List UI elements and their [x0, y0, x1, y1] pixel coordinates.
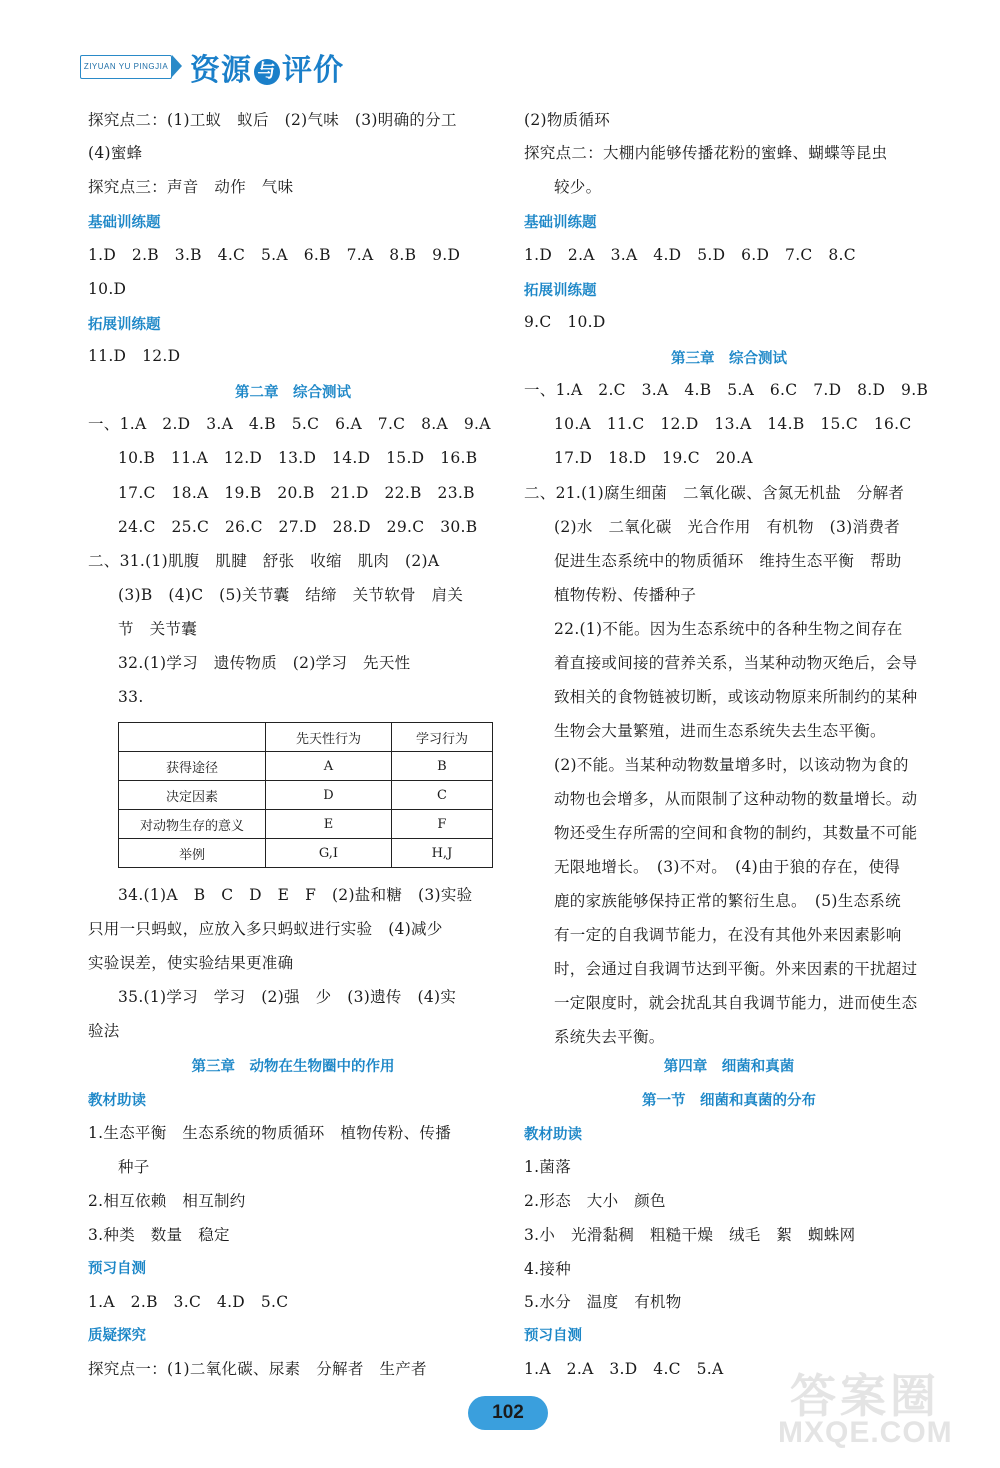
header-pinyin: ZIYUAN YU PINGJIA [80, 55, 172, 79]
section-heading: 质疑探究 [88, 1328, 146, 1344]
table-cell: G,I [266, 839, 392, 868]
answer-line: 验法 [88, 1022, 120, 1040]
answer-line: 一、1.A 2.C 3.A 4.B 5.A 6.C 7.D 8.D 9.B [524, 381, 929, 399]
answer-line: 1.D 2.A 3.A 4.D 5.D 6.D 7.C 8.C [524, 246, 856, 264]
answer-line: 24.C 25.C 26.C 27.D 28.D 29.C 30.B [118, 518, 478, 536]
table-cell: D [266, 781, 392, 810]
brand-left: 资源 [190, 53, 252, 88]
section-heading: 基础训练题 [88, 215, 161, 231]
chapter-title: 第二章 综合测试 [235, 385, 351, 401]
answer-line: (2)水 二氧化碳 光合作用 有机物 (3)消费者 [554, 518, 900, 536]
answer-line: 探究点二：(1)工蚁 蚁后 (2)气味 (3)明确的分工 [88, 111, 457, 129]
answer-line: 35.(1)学习 学习 (2)强 少 (3)遗传 (4)实 [118, 988, 457, 1006]
answer-line: 动物也会增多，从而限制了这种动物的数量增长。动 [554, 790, 918, 808]
answer-line: 3.种类 数量 稳定 [88, 1226, 230, 1244]
chapter-title: 第三章 综合测试 [671, 351, 787, 367]
answer-line: 3.小 光滑黏稠 粗糙干燥 绒毛 絮 蜘蛛网 [524, 1226, 856, 1244]
watermark-text: 答案圈 [790, 1370, 940, 1422]
answer-line: 无限地增长。 (3)不对。 (4)由于狼的存在，使得 [554, 858, 901, 876]
table-row [119, 752, 493, 781]
answer-line: 10.D [88, 280, 127, 298]
answer-line: 鹿的家族能够保持正常的繁衍生息。 (5)生态系统 [554, 892, 901, 910]
table-cell: 对动物生存的意义 [119, 810, 266, 839]
answer-line: 10.B 11.A 12.D 13.D 14.D 15.D 16.B [118, 449, 478, 467]
answer-line: 物还受生存所需的空间和食物的制约，其数量不可能 [554, 824, 918, 842]
answer-line: 1.生态平衡 生态系统的物质循环 植物传粉、传播 [88, 1124, 451, 1142]
answer-line: 17.D 18.D 19.C 20.A [554, 449, 753, 467]
answer-line: 1.A 2.B 3.C 4.D 5.C [88, 1293, 289, 1311]
answer-line: 2.相互依赖 相互制约 [88, 1192, 246, 1210]
watermark-logo [770, 1360, 980, 1450]
table-cell: 举例 [119, 839, 266, 868]
answer-line: 34.(1)A B C D E F (2)盐和糖 (3)实验 [118, 886, 473, 904]
section-heading: 拓展训练题 [524, 283, 597, 299]
answer-line: 种子 [118, 1158, 150, 1176]
answer-line: 只用一只蚂蚁，应放入多只蚂蚁进行实验 (4)减少 [88, 920, 443, 938]
answer-line: 1.D 2.B 3.B 4.C 5.A 6.B 7.A 8.B 9.D [88, 246, 461, 264]
chapter-title: 第四章 细菌和真菌 [663, 1059, 795, 1075]
answer-line: 有一定的自我调节能力，在没有其他外来因素影响 [554, 926, 902, 944]
answer-line: 生物会大量繁殖，进而生态系统失去生态平衡。 [554, 722, 886, 740]
table-cell: C [391, 781, 492, 810]
answer-line: 22.(1)不能。因为生态系统中的各种生物之间存在 [554, 620, 903, 638]
answer-line: (4)蜜蜂 [88, 144, 143, 162]
table-cell: E [266, 810, 392, 839]
header-arrow-icon [172, 55, 182, 77]
section-heading: 拓展训练题 [88, 317, 161, 333]
header-brand [190, 45, 344, 89]
answer-line: 33. [118, 688, 144, 706]
table-cell: A [266, 752, 392, 781]
answer-line: 探究点一：(1)二氧化碳、尿素 分解者 生产者 [88, 1360, 427, 1378]
section-heading: 基础训练题 [524, 215, 597, 231]
table-cell: 决定因素 [119, 781, 266, 810]
answer-line: 一、1.A 2.D 3.A 4.B 5.C 6.A 7.C 8.A 9.A [88, 415, 491, 433]
table-corner [119, 723, 266, 752]
answer-line: 二、21.(1)腐生细菌 二氧化碳、含氮无机盐 分解者 [524, 484, 905, 502]
answer-line: 探究点二：大棚内能够传播花粉的蜜蜂、蝴蝶等昆虫 [524, 144, 888, 162]
table-row [119, 839, 493, 868]
answer-line: 时，会通过自我调节达到平衡。外来因素的干扰超过 [554, 960, 918, 978]
section-heading: 教材助读 [88, 1093, 146, 1109]
table-header: 学习行为 [391, 723, 492, 752]
section-title: 第一节 细菌和真菌的分布 [642, 1093, 816, 1109]
table-cell: F [391, 810, 492, 839]
section-heading: 预习自测 [88, 1261, 146, 1277]
answer-line: (3)B (4)C (5)关节囊 结缔 关节软骨 肩关 [118, 586, 464, 604]
table-header: 先天性行为 [266, 723, 392, 752]
answer-line: 二、31.(1)肌腹 肌腱 舒张 收缩 肌肉 (2)A [88, 552, 440, 570]
answer-line: (2)不能。当某种动物数量增多时，以该动物为食的 [554, 756, 909, 774]
answer-line: 节 关节囊 [118, 620, 198, 638]
table-cell: 获得途径 [119, 752, 266, 781]
answer-line: 10.A 11.C 12.D 13.A 14.B 15.C 16.C [554, 415, 912, 433]
section-heading: 教材助读 [524, 1127, 582, 1143]
answer-line: 促进生态系统中的物质循环 维持生态平衡 帮助 [554, 552, 902, 570]
answer-line: 较少。 [554, 178, 602, 196]
answer-line: 致相关的食物链被切断，或该动物原来所制约的某种 [554, 688, 918, 706]
answer-line: 9.C 10.D [524, 313, 606, 331]
answer-line: 2.形态 大小 颜色 [524, 1192, 666, 1210]
table-cell: H,J [391, 839, 492, 868]
answer-line: 17.C 18.A 19.B 20.B 21.D 22.B 23.B [118, 484, 475, 502]
page-number: 102 [468, 1396, 548, 1430]
answer-line: 4.接种 [524, 1260, 571, 1278]
answer-line: 11.D 12.D [88, 347, 181, 365]
table-row [119, 781, 493, 810]
chapter-title: 第三章 动物在生物圈中的作用 [191, 1059, 395, 1075]
book-header [80, 45, 344, 88]
answer-line: 32.(1)学习 遗传物质 (2)学习 先天性 [118, 654, 411, 672]
answer-line: 系统失去平衡。 [554, 1028, 665, 1046]
behavior-table [118, 722, 493, 868]
answer-line: 一定限度时，就会扰乱其自我调节能力，进而使生态 [554, 994, 918, 1012]
answer-line: 植物传粉、传播种子 [554, 586, 697, 604]
answer-line: 1.菌落 [524, 1158, 571, 1176]
answer-line: (2)物质循环 [524, 111, 611, 129]
answer-line: 1.A 2.A 3.D 4.C 5.A [524, 1360, 724, 1378]
section-heading: 预习自测 [524, 1328, 582, 1344]
watermark-url: MXQE.COM [778, 1416, 953, 1449]
answer-line: 实验误差，使实验结果更准确 [88, 954, 294, 972]
table-cell: B [391, 752, 492, 781]
answer-line: 探究点三：声音 动作 气味 [88, 178, 294, 196]
brand-mid: 与 [254, 59, 280, 85]
brand-right: 评价 [282, 53, 344, 88]
answer-line: 着直接或间接的营养关系，当某种动物灭绝后，会导 [554, 654, 918, 672]
answer-line: 5.水分 温度 有机物 [524, 1293, 682, 1311]
table-row [119, 810, 493, 839]
